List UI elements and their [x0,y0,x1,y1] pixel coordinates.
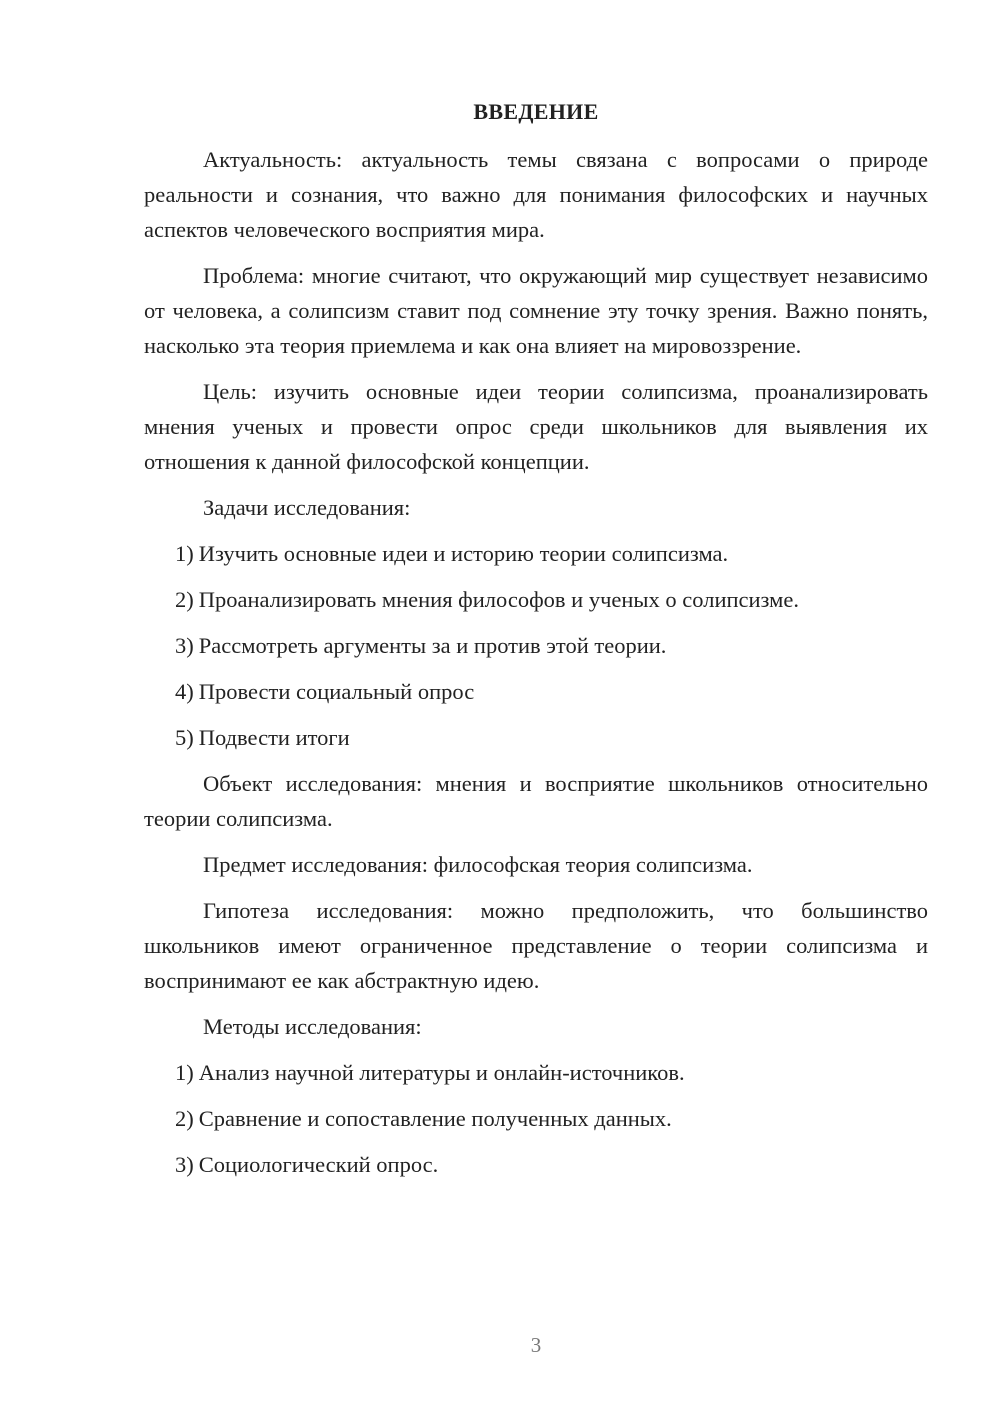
list-item-text: Сравнение и сопоставление полученных данных. [198,1106,672,1131]
list-item-number: 2) [175,1106,194,1131]
list-item [144,628,928,663]
list-item [144,1147,928,1182]
page-number: 3 [530,1333,542,1357]
list-item-text: Анализ научной литературы и онлайн-источников. [198,1060,685,1085]
list-item-text: Проанализировать мнения философов и ученых о солипсизме. [198,587,799,612]
paragraph-goal: Цель: изучить основные идеи теории солипсизма, проанализировать мнения ученых и провести опрос среди школьников для выявления их отношения к данной философской концепции. [144,379,928,474]
list-item-number: 3) [175,1152,194,1177]
list-item-number: 5) [175,725,194,750]
paragraph-relevance: Актуальность: актуальность темы связана с вопросами о природе реальности и сознания, что важно для понимания философских и научных аспектов человеческого восприятия мира. [144,147,928,242]
tasks-heading: Задачи исследования: [203,495,411,520]
list-item [144,536,928,571]
list-item-text: Социологический опрос. [198,1152,439,1177]
document-body [144,142,928,1193]
list-item [144,720,928,755]
list-item [144,1101,928,1136]
paragraph-problem: Проблема: многие считают, что окружающий мир существует независимо от человека, а солипсизм ставит под сомнение эту точку зрения. Важно понять, насколько эта теория приемлема и как она влияет на мировоззрение. [144,263,928,358]
list-item-number: 1) [175,541,194,566]
list-item [144,674,928,709]
list-item [144,1055,928,1090]
section-heading: ВВЕДЕНИЕ [473,99,599,124]
list-item-text: Подвести итоги [198,725,350,750]
list-item-number: 3) [175,633,194,658]
list-item-text: Рассмотреть аргументы за и против этой теории. [198,633,667,658]
paragraph-object: Объект исследования: мнения и восприятие школьников относительно теории солипсизма. [144,771,928,831]
list-item [144,582,928,617]
list-item-number: 1) [175,1060,194,1085]
list-item-number: 2) [175,587,194,612]
list-item-text: Провести социальный опрос [198,679,475,704]
paragraph-hypothesis: Гипотеза исследования: можно предположить, что большинство школьников имеют ограниченное представление о теории солипсизма и воспринимают ее как абстрактную идею. [144,898,928,993]
list-item-number: 4) [175,679,194,704]
paragraph-subject: Предмет исследования: философская теория солипсизма. [203,852,753,877]
methods-heading: Методы исследования: [203,1014,422,1039]
list-item-text: Изучить основные идеи и историю теории солипсизма. [198,541,729,566]
